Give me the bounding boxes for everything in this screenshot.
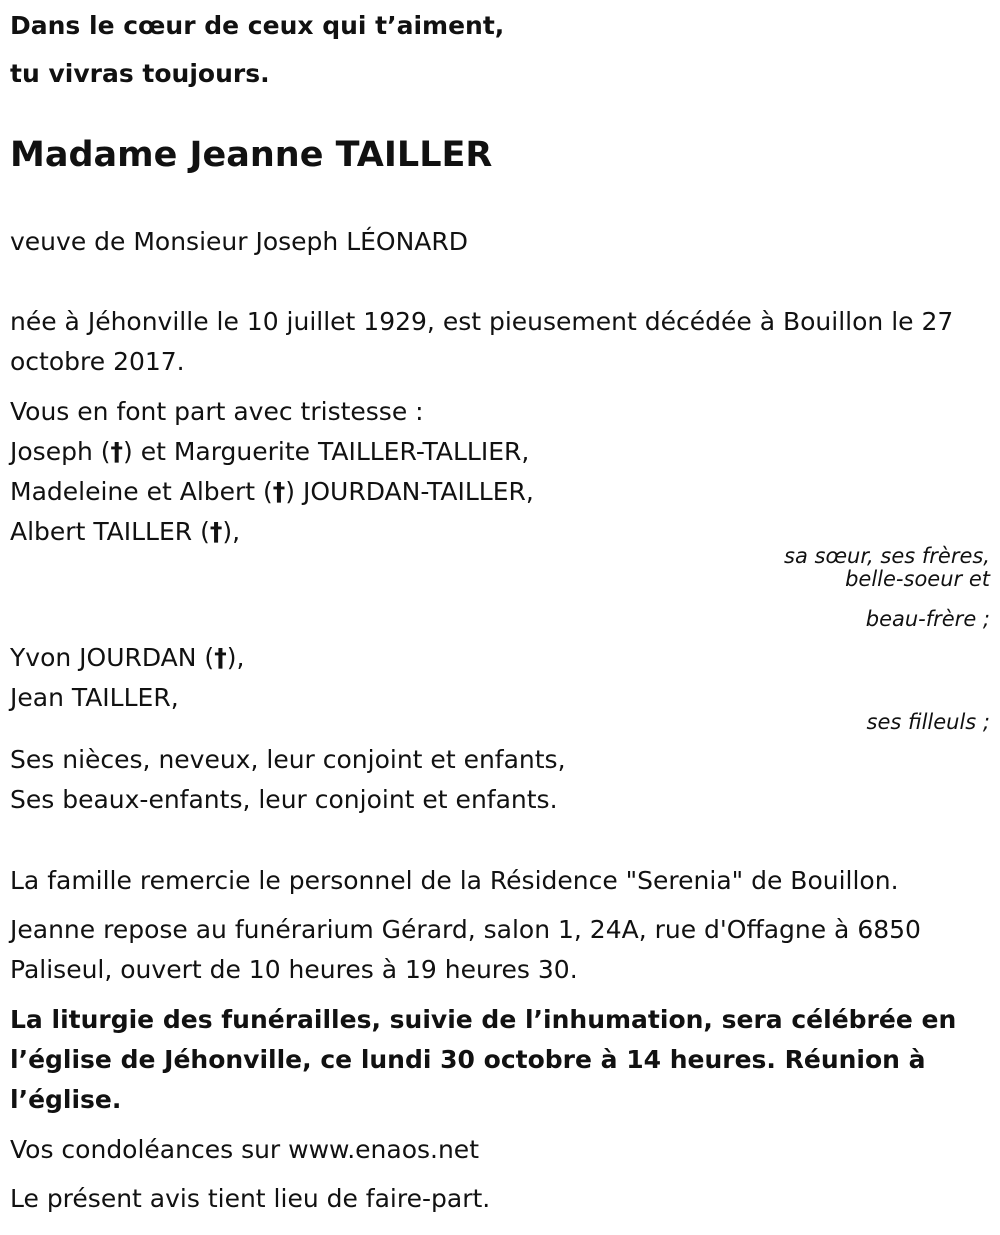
notice: Le présent avis tient lieu de faire-part. (10, 1184, 491, 1213)
funeral-line-1: La liturgie des funérailles, suivie de l’inhumation, sera célébrée en (10, 1005, 957, 1034)
cross-icon: † (214, 643, 227, 672)
godchild-line-2: Jean TAILLER, (10, 683, 179, 712)
announcement: Vous en font part avec tristesse : (10, 397, 424, 426)
sibling-name: Madeleine et Albert ( (10, 477, 273, 506)
funeral-line-3: l’église. (10, 1085, 122, 1114)
cross-icon: † (110, 437, 123, 466)
funeral-line-2: l’église de Jéhonville, ce lundi 30 octobre à 14 heures. Réunion à (10, 1045, 926, 1074)
condolences: Vos condoléances sur www.enaos.net (10, 1135, 479, 1164)
godchild-relation: ses filleuls ; (866, 710, 990, 734)
family-line-1: Ses nièces, neveux, leur conjoint et enfants, (10, 745, 566, 774)
birth-death-line-1: née à Jéhonville le 10 juillet 1929, est pieusement décédée à Bouillon le 27 (10, 307, 954, 336)
birth-death-line-2: octobre 2017. (10, 347, 185, 376)
sibling-line-3 (10, 512, 240, 552)
thanks: La famille remercie le personnel de la Résidence "Serenia" de Bouillon. (10, 866, 899, 895)
sibling-line-1 (10, 432, 529, 472)
rest-line-2: Paliseul, ouvert de 10 heures à 19 heures 30. (10, 955, 578, 984)
sibling-relation-line-1: sa sœur, ses frères, (784, 544, 990, 568)
epitaph-line-2: tu vivras toujours. (10, 59, 270, 88)
sibling-name: Albert TAILLER ( (10, 517, 210, 546)
sibling-name: ) JOURDAN-TAILLER, (285, 477, 534, 506)
sibling-relation-line-3: beau-frère ; (865, 607, 990, 631)
cross-icon: † (209, 517, 223, 546)
widow-of: veuve de Monsieur Joseph LÉONARD (10, 227, 469, 256)
sibling-name: ), (222, 517, 241, 546)
epitaph-line-1: Dans le cœur de ceux qui t’aiment, (10, 11, 505, 40)
sibling-name: Joseph ( (10, 437, 111, 466)
sibling-name: ) et Marguerite TAILLER-TALLIER, (123, 437, 530, 466)
godchild-name: Yvon JOURDAN ( (10, 643, 215, 672)
deceased-name: Madame Jeanne TAILLER (10, 135, 493, 175)
sibling-line-2 (10, 472, 534, 512)
family-line-2: Ses beaux-enfants, leur conjoint et enfants. (10, 785, 558, 814)
godchild-name: ), (226, 643, 245, 672)
sibling-relation-line-2: belle-soeur et (845, 567, 990, 591)
cross-icon: † (272, 477, 286, 506)
godchild-line-1 (10, 638, 244, 678)
rest-line-1: Jeanne repose au funérarium Gérard, salon 1, 24A, rue d'Offagne à 6850 (10, 915, 921, 944)
